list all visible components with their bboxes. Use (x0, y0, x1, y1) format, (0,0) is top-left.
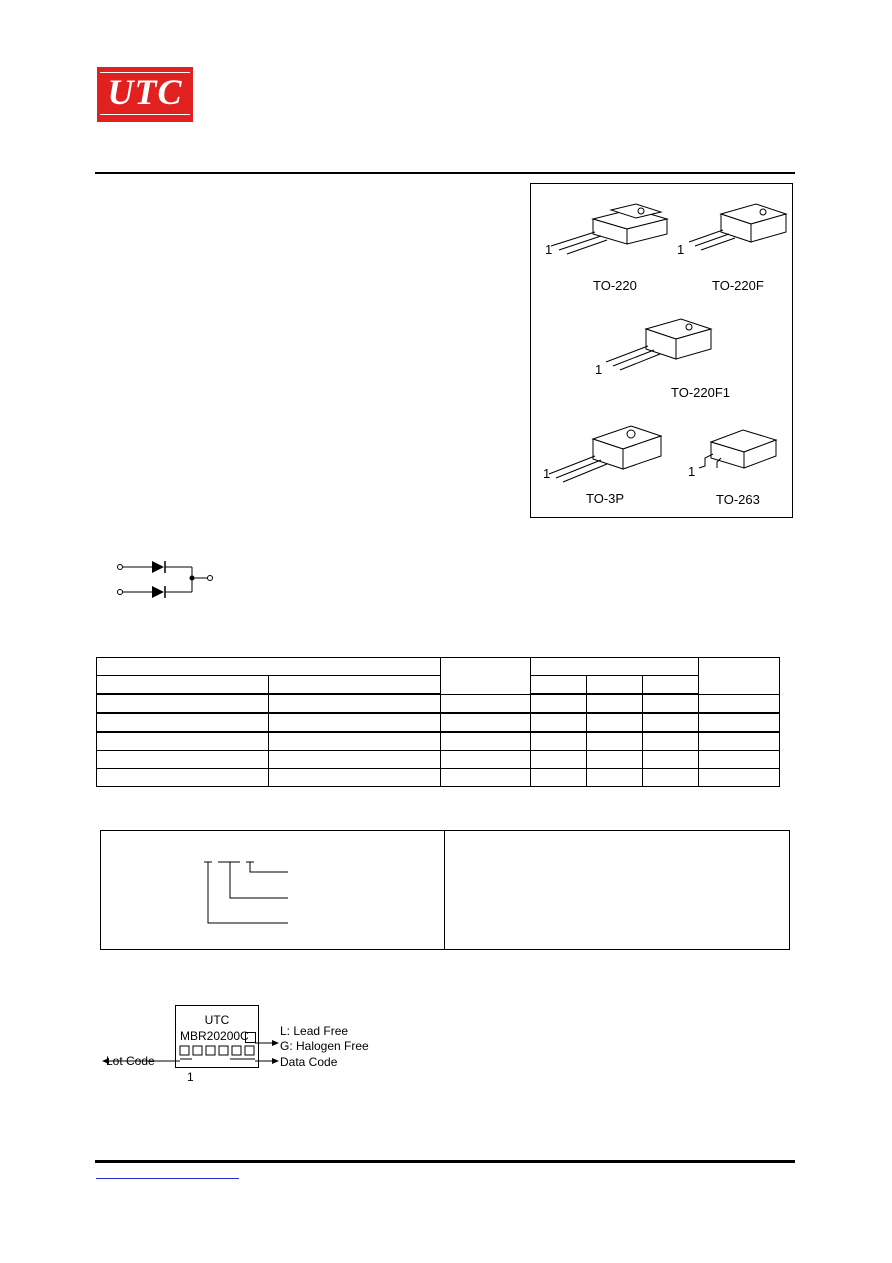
header-rule (95, 172, 795, 174)
ordering-table (96, 657, 780, 787)
to-3p-label: TO-3P (586, 491, 625, 506)
to-220f-pin: 1 (677, 242, 685, 257)
to-220f1-label: TO-220F1 (671, 385, 731, 400)
to-263-drawing (699, 430, 776, 468)
to-220f-drawing (689, 204, 786, 250)
package-drawings (531, 184, 794, 519)
to-220-pin: 1 (545, 242, 553, 257)
to-220f1-pin: 1 (595, 362, 603, 377)
to-220f1-drawing (606, 319, 711, 370)
to-3p-pin: 1 (543, 466, 551, 481)
utc-logo (97, 67, 193, 122)
logo-text: UTC (107, 72, 183, 112)
marking-pin-number: 1 (187, 1070, 194, 1084)
package-box (530, 183, 793, 518)
table-row (97, 751, 780, 769)
table-row (97, 769, 780, 787)
table-row (97, 713, 780, 732)
part-number-divider (444, 830, 445, 950)
to-220-label: TO-220 (593, 278, 637, 293)
part-number-decoder-lines (200, 860, 295, 930)
lead-free-label: L: Lead Free (280, 1024, 349, 1038)
to-220-drawing (551, 204, 667, 254)
marking-part: MBR20200C (180, 1029, 249, 1043)
table-row (97, 694, 780, 713)
dual-diode-symbol (110, 555, 220, 605)
data-code-label: Data Code (280, 1055, 338, 1069)
to-3p-drawing (549, 426, 661, 482)
halogen-free-label: G: Halogen Free (280, 1039, 369, 1053)
table-row (97, 732, 780, 751)
to-220f-label: TO-220F (712, 278, 764, 293)
lot-code-label: Lot Code (106, 1054, 155, 1068)
website-link-underline[interactable] (96, 1178, 239, 1179)
marking-brand: UTC (204, 1013, 230, 1027)
to-263-pin: 1 (688, 464, 696, 479)
table-subheader-row (97, 676, 780, 695)
to-263-label: TO-263 (716, 492, 760, 507)
table-header-row (97, 658, 780, 676)
footer-rule (95, 1160, 795, 1163)
